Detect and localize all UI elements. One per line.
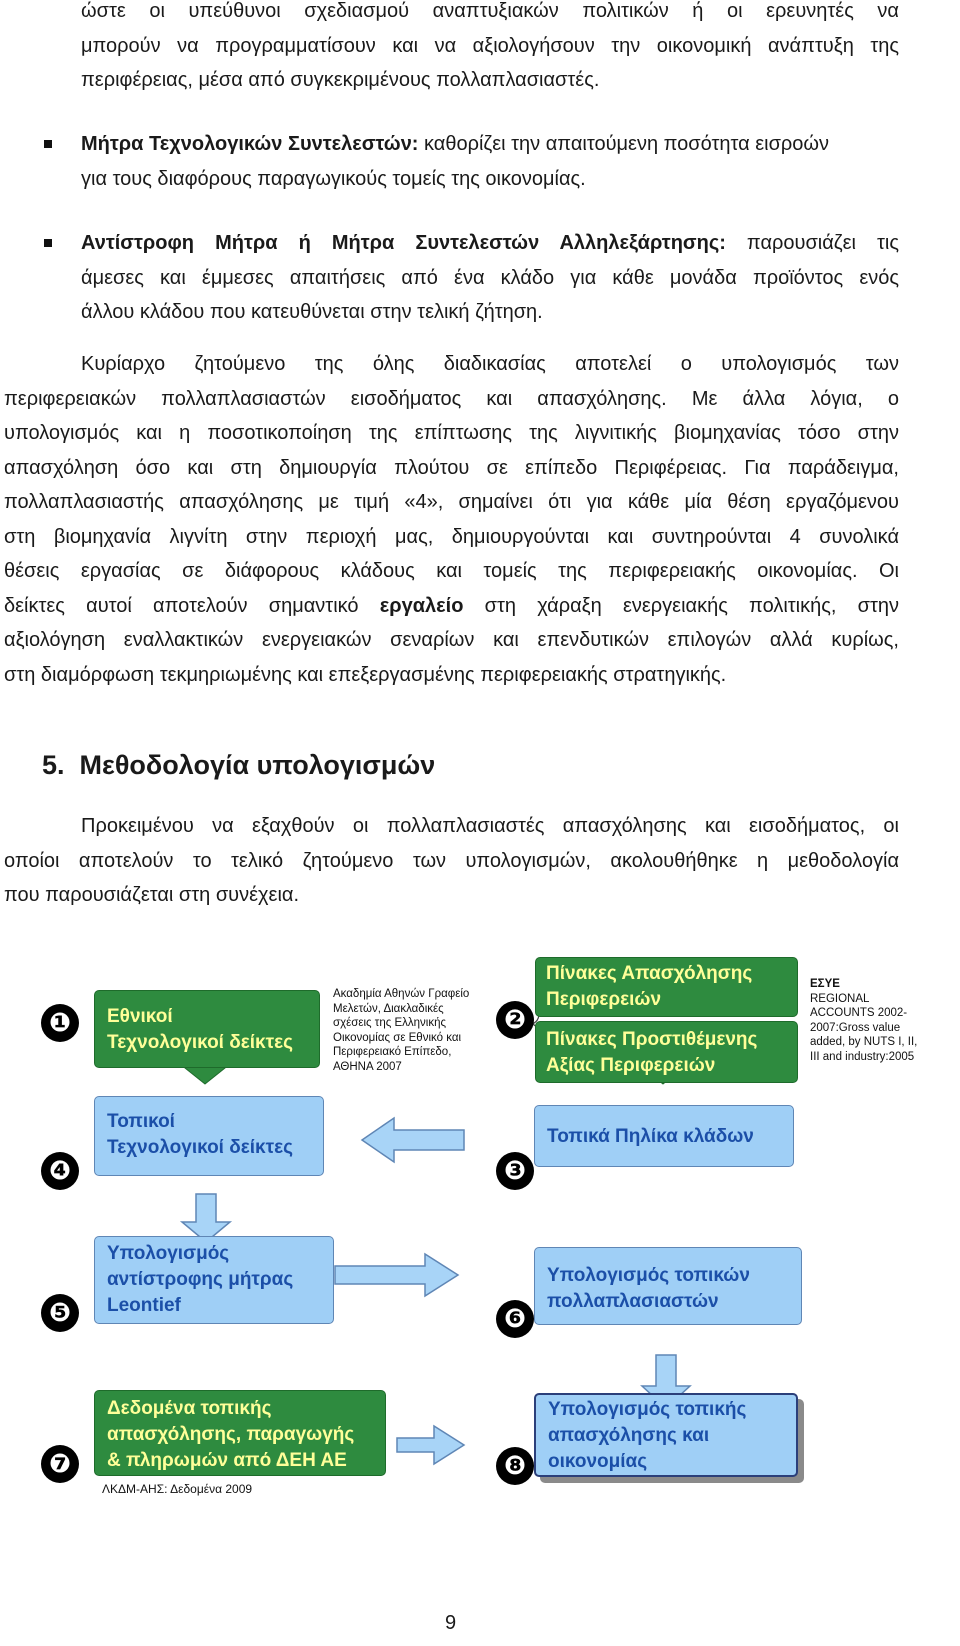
box-line: Leontief (107, 1295, 181, 1316)
box-line: Υπολογισμός (107, 1243, 230, 1264)
box-line: Πίνακες Απασχόλησης (546, 963, 753, 984)
source-note-esye (810, 977, 930, 1064)
box-line: Τεχνολογικοί δείκτες (107, 1137, 294, 1158)
intro-line: ώστε οι υπεύθυνοι σχεδιασμού αναπτυξιακών πολιτικών ή οι ερευνητές να (81, 0, 899, 22)
note-line: III and industry:2005 (810, 1050, 915, 1063)
note-line: 2007:Gross value (810, 1021, 901, 1034)
box-local-tech-coefficients (94, 1096, 324, 1176)
box-line: & πληρωμών από ΔΕΗ ΑΕ (107, 1450, 347, 1471)
box-national-tech-coefficients (94, 990, 320, 1068)
body-text: στη χάραξη ενεργειακής πολιτικής, στην (463, 594, 900, 617)
note-line: ACCOUNTS 2002- (810, 1007, 908, 1019)
box-line: απασχόλησης, παραγωγής (107, 1424, 355, 1445)
box-line: Υπολογισμός τοπικής (548, 1399, 747, 1420)
bullet-text: παρουσιάζει τις (725, 232, 899, 254)
bullet-item (81, 127, 899, 196)
source-note-academy (333, 987, 493, 1074)
body-line: στη βιομηχανία λιγνίτη στην περιοχή μας, δημιουργούνται και συντηρούνται 4 συνολικά (4, 525, 899, 548)
step-number-3: ❸ (496, 1152, 534, 1190)
bullet-text: άλλου κλάδου που κατευθύνεται στην τελική ζήτηση. (81, 301, 543, 323)
section-paragraph (4, 809, 899, 913)
intro-line: περιφέρειας, μέσα από συγκεκριμένους πολλαπλασιαστές. (81, 69, 600, 91)
arrow-down-icon (182, 1194, 230, 1242)
bullet-item (81, 226, 899, 330)
body-line: θέσεις εργασίας σε διάφορους κλάδους και τομείς της περιφερειακής οικονομίας. Οι (4, 560, 899, 582)
arrow-left-icon (362, 1118, 464, 1162)
body-line: απασχόληση όσο και στη δημιουργία πλούτου σε επίπεδο Περιφέρειας. Για παράδειγμα, (4, 456, 899, 479)
box-regional-employment-tables (535, 957, 798, 1017)
bullet-text: καθορίζει την απαιτούμενη ποσότητα εισροών (418, 133, 830, 155)
box-line: Αξίας Περιφερειών (546, 1055, 716, 1076)
box-line: Εθνικοί (107, 1006, 173, 1027)
step-number-1: ❶ (41, 1004, 79, 1042)
box-line: αντίστροφης μήτρας (107, 1269, 294, 1290)
arrow-right-icon (397, 1426, 464, 1464)
box-local-employment-economy (534, 1393, 798, 1477)
note-line: ΑΘΗΝΑ 2007 (333, 1060, 402, 1073)
bullet-text: για τους διαφόρους παραγωγικούς τομείς της οικονομίας. (81, 167, 586, 190)
methodology-flowchart (0, 960, 960, 1580)
box-regional-value-added-tables (535, 1021, 798, 1083)
body-line: περιφερειακών πολλαπλασιαστών εισοδήματος και απασχόλησης. Με άλλα λόγια, ο (4, 387, 899, 410)
step-number-2: ❷ (496, 1001, 534, 1039)
box-local-multipliers (534, 1247, 802, 1325)
note-title: ΕΣΥΕ (810, 978, 840, 990)
box-line: Τοπικά Πηλίκα κλάδων (547, 1126, 754, 1147)
step-number-4: ❹ (41, 1152, 79, 1190)
step-number-6: ❻ (496, 1300, 534, 1338)
page-number: 9 (445, 1612, 457, 1634)
intro-line: μπορούν να προγραμματίσουν και να αξιολογήσουν την οικονομική ανάπτυξη της (81, 34, 899, 57)
source-note-lkdm: ΛΚΔΜ-ΑΗΣ: Δεδομένα 2009 (102, 1482, 253, 1496)
section-line: Προκειμένου να εξαχθούν οι πολλαπλασιαστές απασχόλησης και εισοδήματος, οι (81, 815, 899, 837)
bullet-term: Αντίστροφη Μήτρα ή Μήτρα Συντελεστών Αλληλεξάρτησης: (81, 232, 726, 254)
note-line: added, by NUTS I, II, (810, 1036, 918, 1048)
box-line: Περιφερειών (546, 989, 662, 1010)
body-line: Κυρίαρχο ζητούμενο της όλης διαδικασίας αποτελεί ο υπολογισμός των (81, 353, 899, 375)
bullet-marker (44, 239, 52, 247)
box-line: Δεδομένα τοπικής (107, 1398, 272, 1419)
bullet-marker (44, 140, 52, 148)
body-line: πολλαπλασιαστής απασχόλησης με τιμή «4», σημαίνει ότι για κάθε μία θέση εργαζόμενου (4, 491, 899, 513)
body-bold-word: εργαλείο (379, 594, 464, 617)
step-number-7: ❼ (41, 1445, 79, 1483)
body-line: στη διαμόρφωση τεκμηριωμένης και επεξεργασμένης περιφερειακής στρατηγικής. (4, 663, 727, 686)
box-line: πολλαπλασιαστών (547, 1291, 719, 1312)
bullet-term: Μήτρα Τεχνολογικών Συντελεστών: (81, 133, 419, 155)
note-line: REGIONAL (810, 992, 870, 1005)
arrow-right-icon (335, 1254, 458, 1296)
note-line: Ακαδημία Αθηνών Γραφείο (333, 988, 470, 1000)
body-paragraph (4, 347, 899, 692)
step-number-8: ❽ (496, 1447, 534, 1485)
section-line: που παρουσιάζεται στη συνέχεια. (4, 884, 300, 906)
note-line: Περιφερειακό Επίπεδο, (333, 1046, 452, 1058)
box-local-location-quotients (534, 1105, 794, 1167)
note-line: σχέσεις της Ελληνικής (333, 1017, 447, 1029)
box-leontief-inverse (94, 1236, 334, 1324)
note-line: Οικονομίας σε Εθνικό και (333, 1031, 462, 1044)
box-local-employment-data (94, 1390, 386, 1476)
box-line: Τοπικοί (107, 1111, 175, 1132)
box-line: απασχόλησης και (548, 1425, 710, 1446)
step-number-5: ❺ (41, 1294, 79, 1332)
box-line: οικονομίας (548, 1451, 648, 1472)
section-line: οποίοι αποτελούν το τελικό ζητούμενο των υπολογισμών, ακολουθήθηκε η μεθοδολογία (4, 849, 899, 872)
note-line: Μελετών, Διακλαδικές (333, 1002, 444, 1015)
section-heading: 5. Μεθοδολογία υπολογισμών (42, 750, 436, 780)
body-line: υπολογισμός και η ποσοτικοποίηση της επίπτωσης της λιγνιτικής βιομηχανίας τόσο στην (4, 422, 899, 444)
box-line: Πίνακες Προστιθέμενης (546, 1029, 758, 1050)
bullet-text: άμεσες και έμμεσες απαιτήσεις από ένα κλάδο για κάθε μονάδα προϊόντος ενός (81, 266, 899, 289)
body-text: δείκτες αυτοί αποτελούν σημαντικό (4, 594, 380, 617)
box-line: Υπολογισμός τοπικών (547, 1265, 750, 1286)
box-line: Τεχνολογικοί δείκτες (107, 1032, 294, 1053)
intro-paragraph (81, 0, 899, 98)
body-line: αξιολόγηση εναλλακτικών ενεργειακών σεναρίων και επενδυτικών επιλογών αλλά κυρίως, (4, 629, 899, 651)
